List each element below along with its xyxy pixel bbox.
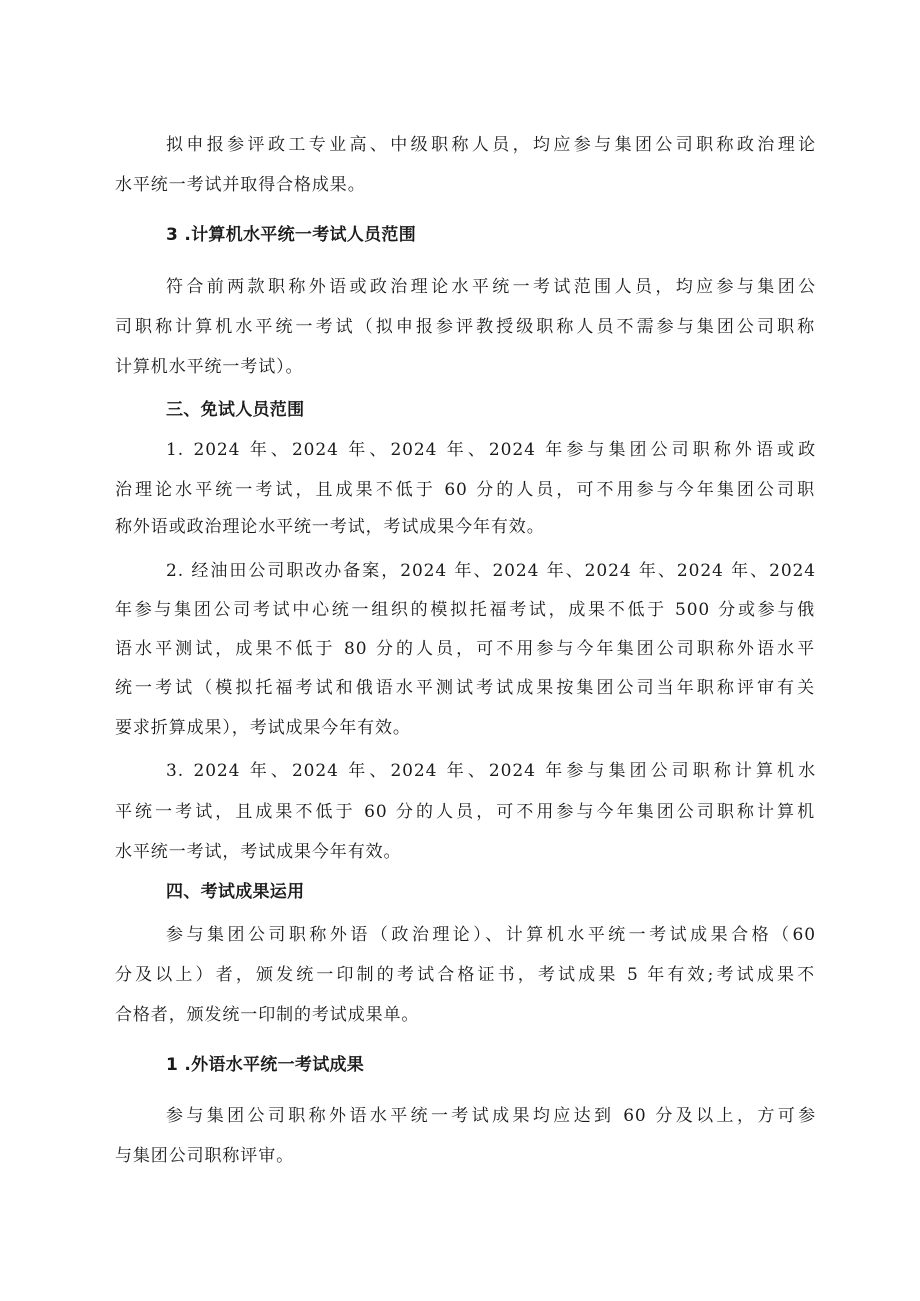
paragraph-line: 年参与集团公司考试中心统一组织的模拟托福考试，成果不低于 500 分或参与俄 bbox=[115, 600, 815, 620]
paragraph-line: 要求折算成果），考试成果今年有效。 bbox=[115, 718, 411, 738]
paragraph-line: 平统一考试，且成果不低于 60 分的人员，可不用参与今年集团公司职称计算机 bbox=[115, 802, 815, 822]
paragraph-line: 语水平测试，成果不低于 80 分的人员，可不用参与今年集团公司职称外语水平 bbox=[115, 639, 815, 659]
paragraph-line: 合格者，颁发统一印制的考试成果单。 bbox=[115, 1005, 420, 1025]
section-heading: 1 .外语水平统一考试成果 bbox=[166, 1055, 365, 1075]
paragraph-line: 水平统一考试，考试成果今年有效。 bbox=[115, 842, 402, 862]
paragraph-line: 分及以上）者，颁发统一印制的考试合格证书，考试成果 5 年有效;考试成果不 bbox=[115, 965, 815, 985]
paragraph-line: 计算机水平统一考试）。 bbox=[115, 357, 304, 377]
section-heading: 四、考试成果运用 bbox=[166, 882, 305, 902]
paragraph-line: 2. 经油田公司职改办备案，2024 年、2024 年、2024 年、2024 年、2024 bbox=[166, 561, 816, 581]
paragraph-line: 参与集团公司职称外语水平统一考试成果均应达到 60 分及以上，方可参 bbox=[166, 1106, 816, 1126]
paragraph-line: 1. 2024 年、2024 年、2024 年、2024 年参与集团公司职称外语或政 bbox=[166, 440, 816, 460]
paragraph-line: 治理论水平统一考试，且成果不低于 60 分的人员，可不用参与今年集团公司职 bbox=[115, 480, 815, 500]
paragraph-line: 3. 2024 年、2024 年、2024 年、2024 年参与集团公司职称计算机水 bbox=[166, 761, 816, 781]
paragraph-line: 水平统一考试并取得合格成果。 bbox=[115, 175, 366, 195]
section-heading: 三、免试人员范围 bbox=[166, 400, 305, 420]
paragraph-line: 与集团公司职称评审。 bbox=[115, 1146, 294, 1166]
paragraph-line: 参与集团公司职称外语（政治理论）、计算机水平统一考试成果合格（60 bbox=[166, 925, 816, 945]
paragraph-line: 称外语或政治理论水平统一考试，考试成果今年有效。 bbox=[115, 517, 545, 537]
paragraph-line: 符合前两款职称外语或政治理论水平统一考试范围人员，均应参与集团公 bbox=[166, 277, 816, 297]
paragraph-line: 司职称计算机水平统一考试（拟申报参评教授级职称人员不需参与集团公司职称 bbox=[115, 317, 815, 337]
paragraph-line: 拟申报参评政工专业高、中级职称人员，均应参与集团公司职称政治理论 bbox=[166, 135, 816, 155]
section-heading: 3 .计算机水平统一考试人员范围 bbox=[166, 225, 417, 245]
paragraph-line: 统一考试（模拟托福考试和俄语水平测试考试成果按集团公司当年职称评审有关 bbox=[115, 678, 815, 698]
